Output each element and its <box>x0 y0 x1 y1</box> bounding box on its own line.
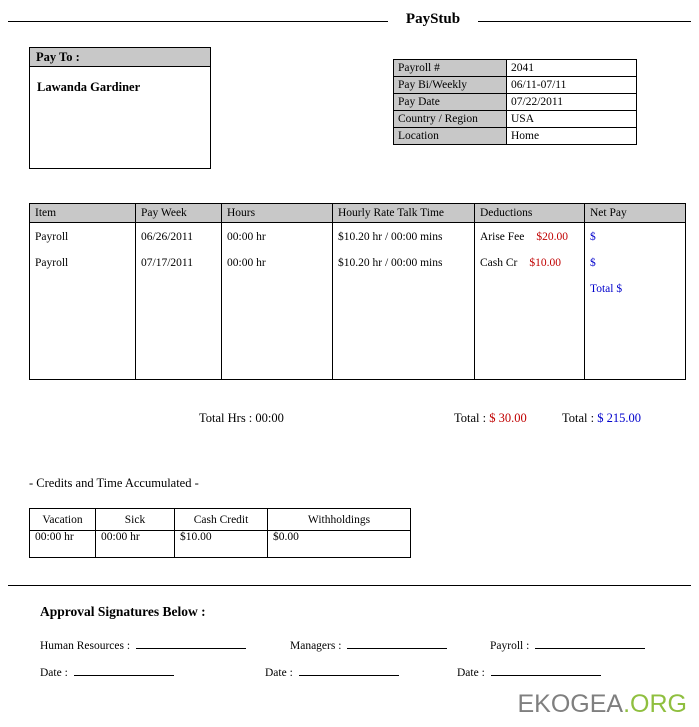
payee-name: Lawanda Gardiner <box>37 80 141 94</box>
info-value-country-region: USA <box>507 111 637 128</box>
header-rule-right <box>477 21 691 22</box>
column-header-deductions: Deductions <box>475 204 585 223</box>
date-line-2[interactable] <box>299 664 399 676</box>
cell-deduction-blank <box>475 283 585 380</box>
total-deductions-label: Total : <box>454 411 490 425</box>
cell-hours-2: 00:00 hr <box>222 257 333 283</box>
column-header-net-pay: Net Pay <box>585 204 686 223</box>
column-header-pay-week: Pay Week <box>136 204 222 223</box>
payroll-signature-line[interactable] <box>535 637 645 649</box>
human-resources-signature <box>40 637 246 652</box>
pay-to-box <box>29 47 211 169</box>
cell-pay-week-2: 07/17/2011 <box>136 257 222 283</box>
watermark-logo <box>518 690 688 719</box>
cell-rate-1: $10.20 hr / 00:00 mins <box>333 223 475 258</box>
table-row <box>394 94 637 111</box>
payroll-signature <box>490 637 645 652</box>
cell-deduction-1 <box>475 223 585 258</box>
total-net-pay <box>562 411 641 426</box>
cell-item-2: Payroll <box>30 257 136 283</box>
column-header-cash-credit: Cash Credit <box>175 509 268 531</box>
table-row <box>30 223 686 258</box>
credits-table <box>29 508 411 558</box>
table-header-row <box>30 204 686 223</box>
column-header-item: Item <box>30 204 136 223</box>
column-header-hours: Hours <box>222 204 333 223</box>
column-header-withholdings: Withholdings <box>268 509 411 531</box>
header-rule-left <box>8 21 388 22</box>
date-line-1[interactable] <box>74 664 174 676</box>
cell-pay-week-1: 06/26/2011 <box>136 223 222 258</box>
watermark-name: EKOGEA <box>517 690 624 718</box>
page-title: PayStub <box>388 11 478 28</box>
signature-divider <box>8 585 691 586</box>
cell-net-pay-2: $ <box>585 257 686 283</box>
date-field-3 <box>457 664 601 679</box>
cell-item-1: Payroll <box>30 223 136 258</box>
payroll-info-table <box>393 59 637 145</box>
managers-label: Managers : <box>290 640 342 652</box>
cell-net-total: Total $ <box>585 283 686 380</box>
managers-signature-line[interactable] <box>347 637 447 649</box>
document-header <box>0 8 699 32</box>
payroll-label: Payroll : <box>490 640 530 652</box>
table-row <box>30 257 686 283</box>
info-value-pay-biweekly: 06/11-07/11 <box>507 77 637 94</box>
watermark-tld: .ORG <box>623 690 687 718</box>
info-label-pay-biweekly: Pay Bi/Weekly <box>394 77 507 94</box>
total-hours: Total Hrs : 00:00 <box>199 411 284 425</box>
cell-hours-blank <box>222 283 333 380</box>
date-field-2 <box>265 664 399 679</box>
info-value-location: Home <box>507 128 637 145</box>
info-label-pay-date: Pay Date <box>394 94 507 111</box>
cell-cash-credit: $10.00 <box>175 531 268 558</box>
column-header-hourly-rate: Hourly Rate Talk Time <box>333 204 475 223</box>
date-label-1: Date : <box>40 667 68 679</box>
human-resources-signature-line[interactable] <box>136 637 246 649</box>
human-resources-label: Human Resources : <box>40 640 131 652</box>
deduction-label-1: Arise Fee <box>480 231 525 243</box>
managers-signature <box>290 637 447 652</box>
cell-vacation: 00:00 hr <box>30 531 96 558</box>
date-label-3: Date : <box>457 667 485 679</box>
cell-rate-2: $10.20 hr / 00:00 mins <box>333 257 475 283</box>
cell-pay-week-blank <box>136 283 222 380</box>
total-net-label: Total : <box>562 411 598 425</box>
cell-rate-blank <box>333 283 475 380</box>
column-header-sick: Sick <box>96 509 175 531</box>
table-row <box>30 531 411 558</box>
signatures-title: Approval Signatures Below : <box>40 604 206 619</box>
info-label-country-region: Country / Region <box>394 111 507 128</box>
date-field-1 <box>40 664 174 679</box>
column-header-vacation: Vacation <box>30 509 96 531</box>
total-net-value: $ 215.00 <box>597 411 641 425</box>
info-value-pay-date: 07/22/2011 <box>507 94 637 111</box>
cell-deduction-2 <box>475 257 585 283</box>
table-row <box>394 111 637 128</box>
date-label-2: Date : <box>265 667 293 679</box>
info-label-location: Location <box>394 128 507 145</box>
deduction-label-2: Cash Cr <box>480 257 518 269</box>
table-row <box>394 77 637 94</box>
table-row <box>394 60 637 77</box>
deduction-amount-1: $20.00 <box>536 231 569 243</box>
info-label-payroll-number: Payroll # <box>394 60 507 77</box>
cell-item-blank <box>30 283 136 380</box>
info-value-payroll-number: 2041 <box>507 60 637 77</box>
credits-section-title: - Credits and Time Accumulated - <box>29 476 199 490</box>
total-deductions-value: $ 30.00 <box>489 411 527 425</box>
total-deductions <box>454 411 527 426</box>
cell-withholdings: $0.00 <box>268 531 411 558</box>
cell-sick: 00:00 hr <box>96 531 175 558</box>
pay-to-heading: Pay To : <box>30 48 210 67</box>
date-line-3[interactable] <box>491 664 601 676</box>
table-row <box>30 283 686 380</box>
table-row <box>394 128 637 145</box>
earnings-table <box>29 203 686 380</box>
cell-hours-1: 00:00 hr <box>222 223 333 258</box>
deduction-amount-2: $10.00 <box>529 257 561 269</box>
cell-net-pay-1: $ <box>585 223 686 258</box>
table-header-row <box>30 509 411 531</box>
